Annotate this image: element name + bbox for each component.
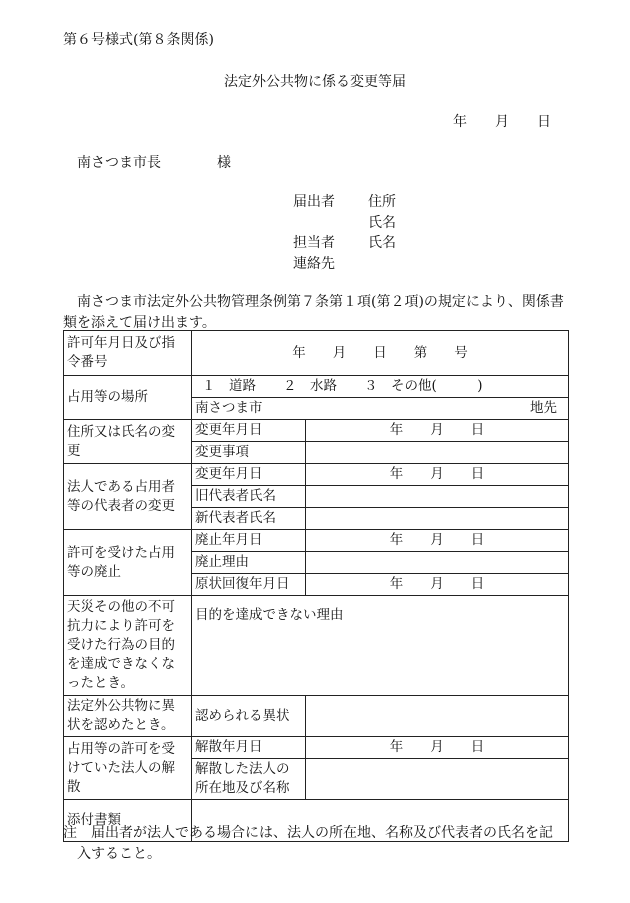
new-representative-value — [306, 508, 569, 530]
form-title: 法定外公共物に係る変更等届 — [224, 74, 406, 90]
declaration-text: 南さつま市法定外公共物管理条例第７条第１項(第２項)の規定により、関係書類を添えて届け出ます。 — [63, 294, 564, 331]
name-label: 氏名 — [368, 215, 396, 231]
new-representative-label: 新代表者氏名 — [192, 508, 306, 530]
abolition-date-value: 年 月 日 — [306, 530, 569, 552]
location-city: 南さつま市 — [195, 400, 263, 416]
change-date-label: 変更年月日 — [192, 420, 306, 442]
dissolution-date-value: 年 月 日 — [306, 737, 569, 759]
attachments-label: 添付書類 — [64, 800, 192, 842]
address-label: 住所 — [368, 194, 396, 210]
force-majeure-label: 天災その他の不可抗力により許可を受けた行為の目的を達成できなくなったとき。 — [64, 596, 192, 696]
form-number: 第６号様式(第８条関係) — [63, 32, 214, 48]
person-name-label: 氏名 — [368, 235, 396, 251]
change-item-label: 変更事項 — [192, 442, 306, 464]
footnote-line-2: 入すること。 — [77, 846, 161, 862]
addressee-honorific: 様 — [217, 155, 231, 171]
location-options: １ 道路 ２ 水路 ３ その他( ) — [192, 376, 569, 398]
submission-date: 年 月 日 — [453, 114, 551, 130]
abolition-reason-value — [306, 552, 569, 574]
change-date-value: 年 月 日 — [306, 420, 569, 442]
location-suffix: 地先 — [530, 400, 557, 416]
restoration-date-value: 年 月 日 — [306, 574, 569, 596]
footnote-line-1: 注 届出者が法人である場合には、法人の所在地、名称及び代表者の氏名を記 — [63, 825, 553, 841]
permit-date-number-value: 年 月 日 第 号 — [192, 331, 569, 376]
location-label: 占用等の場所 — [64, 376, 192, 420]
restoration-date-label: 原状回復年月日 — [192, 574, 306, 596]
dissolved-corp-label: 解散した法人の所在地及び名称 — [192, 759, 306, 800]
representative-change-label: 法人である占用者等の代表者の変更 — [64, 464, 192, 530]
notifier-label: 届出者 — [293, 194, 335, 210]
notification-form-table — [63, 330, 569, 842]
abolition-reason-label: 廃止理由 — [192, 552, 306, 574]
anomaly-item-label: 認められる異状 — [192, 696, 306, 737]
dissolution-date-label: 解散年月日 — [192, 737, 306, 759]
abolition-date-label: 廃止年月日 — [192, 530, 306, 552]
anomaly-item-value — [306, 696, 569, 737]
rep-change-date-label: 変更年月日 — [192, 464, 306, 486]
address-name-change-label: 住所又は氏名の変更 — [64, 420, 192, 464]
location-city-row — [192, 398, 569, 420]
dissolution-label: 占用等の許可を受けていた法人の解散 — [64, 737, 192, 800]
anomaly-label: 法定外公共物に異状を認めたとき。 — [64, 696, 192, 737]
contact-label: 連絡先 — [293, 256, 335, 272]
addressee — [77, 155, 231, 172]
change-item-value — [306, 442, 569, 464]
dissolved-corp-value — [306, 759, 569, 800]
person-in-charge-label: 担当者 — [293, 235, 335, 251]
rep-change-date-value: 年 月 日 — [306, 464, 569, 486]
force-majeure-reason-label: 目的を達成できない理由 — [192, 596, 569, 696]
abolition-label: 許可を受けた占用等の廃止 — [64, 530, 192, 596]
addressee-name: 南さつま市長 — [77, 155, 161, 171]
old-representative-label: 旧代表者氏名 — [192, 486, 306, 508]
permit-date-number-label: 許可年月日及び指令番号 — [64, 331, 192, 376]
old-representative-value — [306, 486, 569, 508]
footnote — [63, 823, 583, 865]
